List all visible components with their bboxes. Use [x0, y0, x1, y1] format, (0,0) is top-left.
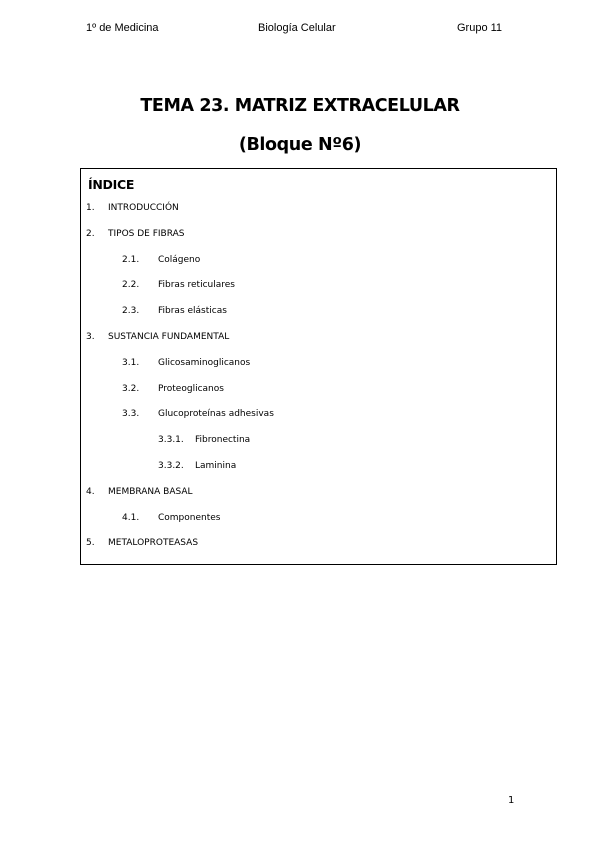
index-item-number: 3.3. — [122, 409, 140, 420]
document-title: TEMA 23. MATRIZ EXTRACELULAR — [140, 96, 460, 116]
index-item-label: Fibras elásticas — [158, 306, 227, 317]
index-item-label: SUSTANCIA FUNDAMENTAL — [108, 332, 230, 342]
page-number: 1 — [508, 795, 515, 806]
document-subtitle: (Bloque Nº6) — [238, 135, 362, 155]
index-heading: ÍNDICE — [88, 177, 135, 192]
index-item-number: 5. — [86, 538, 95, 549]
index-item-label: MEMBRANA BASAL — [108, 486, 193, 497]
index-item-label: Colágeno — [158, 254, 201, 265]
header-course: 1º de Medicina — [86, 22, 159, 34]
index-item-number: 2. — [86, 228, 95, 239]
header-group: Grupo 11 — [457, 22, 503, 34]
index-item-number: 2.1. — [122, 254, 140, 265]
index-item-number: 3.2. — [122, 383, 140, 394]
index-item-label: TIPOS DE FIBRAS — [108, 228, 185, 239]
index-box — [80, 168, 557, 565]
index-item-number: 4. — [86, 486, 95, 497]
index-item-number: 2.2. — [122, 280, 140, 291]
index-item-label: INTRODUCCIÓN — [108, 203, 179, 213]
index-item-label: Glicosaminoglicanos — [158, 357, 251, 368]
index-item-label: Fibronectina — [195, 435, 251, 446]
index-item-label: Glucoproteínas adhesivas — [158, 409, 274, 420]
index-item-number: 3.3.2. — [158, 461, 184, 471]
index-item-label: Laminina — [195, 461, 237, 471]
index-item-label: METALOPROTEASAS — [108, 538, 199, 549]
index-item-number: 4.1. — [122, 512, 140, 523]
index-item-label: Componentes — [158, 512, 221, 523]
index-item-label: Fibras reticulares — [158, 280, 235, 291]
index-item-number: 3. — [86, 332, 95, 342]
index-item-number: 1. — [86, 203, 95, 213]
header-subject: Biología Celular — [258, 22, 336, 34]
index-item-number: 2.3. — [122, 306, 140, 317]
index-item-number: 3.1. — [122, 357, 140, 368]
index-item-label: Proteoglicanos — [158, 383, 224, 394]
index-item-number: 3.3.1. — [158, 435, 184, 446]
